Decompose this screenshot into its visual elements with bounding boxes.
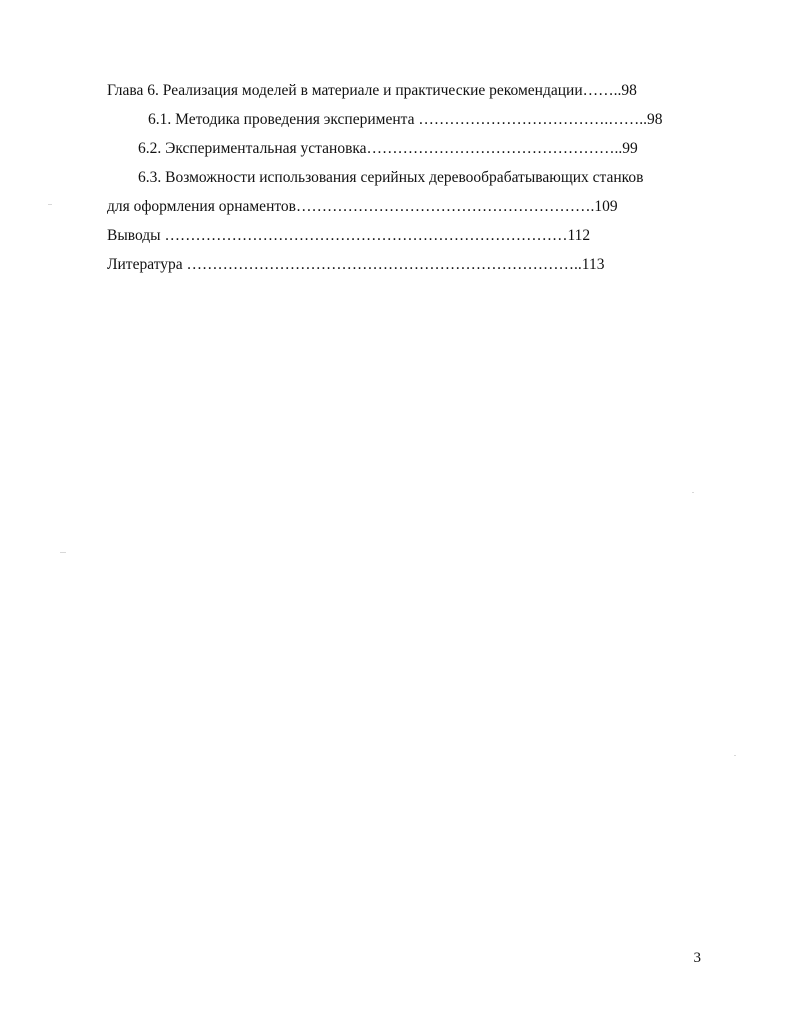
table-of-contents [107, 76, 687, 279]
page-number: 3 [693, 950, 701, 966]
toc-entry-6-1: 6.1. Методика проведения эксперимента ……………………………….……..98 [148, 111, 663, 128]
toc-entry-6-2: 6.2. Экспериментальная установка…………………………………………..99 [138, 140, 638, 157]
toc-entry-references: Литература …………………………………………………………………..113 [107, 256, 605, 273]
scan-speck [48, 204, 52, 205]
scan-speck [692, 492, 694, 493]
toc-entry-6-3: 6.3. Возможности использования серийных деревообрабатывающих станков [138, 169, 644, 186]
toc-entry-conclusions: Выводы ……………………………………………………………………112 [107, 227, 591, 244]
scan-speck [60, 552, 66, 553]
toc-entry-6-3-continued: для оформления орнаментов………………………………………………….109 [107, 198, 618, 215]
toc-entry-chapter-6: Глава 6. Реализация моделей в материале и практические рекомендации……..98 [107, 82, 637, 99]
scan-speck [734, 755, 736, 756]
